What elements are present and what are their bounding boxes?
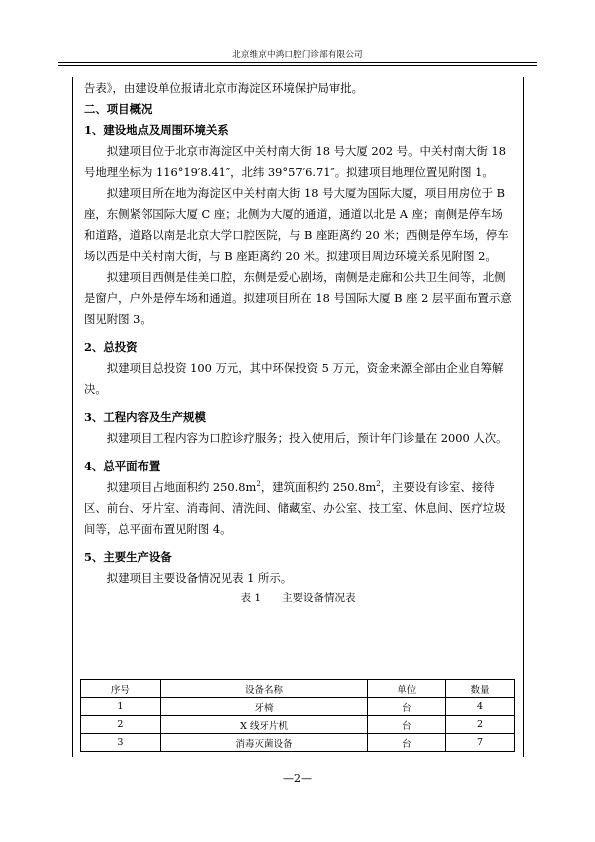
paragraph-scope: 拟建项目工程内容为口腔诊疗服务；投入使用后，预计年门诊量在 2000 人次。	[106, 431, 508, 445]
table-cell: 4	[446, 698, 515, 716]
equipment-table	[80, 679, 515, 752]
document-body	[84, 78, 512, 607]
table-cell: 2	[446, 716, 515, 734]
subsection-title-investment: 2、总投资	[84, 340, 138, 354]
table-cell: 7	[446, 734, 515, 752]
header-rule-thin	[58, 65, 537, 66]
table-cell: 2	[81, 716, 161, 734]
table-header-cell: 序号	[81, 680, 161, 698]
table-cell: 消毒灭菌设备	[160, 734, 367, 752]
paragraph-layout: 拟建项目占地面积约 $250.8m^2$，建筑面积约 $250.8m^2$，主要设有诊室、接待区、前台、牙片室、消毒间、清洗间、储藏室、办公室、技工室、休息间、医疗垃圾间等，总平面布置见附图 4。	[84, 480, 506, 536]
paragraph-neighbors: 拟建项目西侧是佳美口腔，东侧是爱心剧场，南侧是走廊和公共卫生间等，北侧是窗户，户外是停车场和通道。拟建项目所在 18 号国际大厦 B 座 2 层平面布置示意图见附图 3。	[84, 270, 512, 326]
table-header-cell: 设备名称	[160, 680, 367, 698]
table-caption: 表 1 主要设备情况表	[240, 592, 356, 604]
table-cell: X 线牙片机	[160, 716, 367, 734]
table-cell: 台	[368, 698, 446, 716]
table-cell: 台	[368, 734, 446, 752]
subsection-title-layout: 4、总平面布置	[84, 459, 161, 473]
paragraph-surroundings: 拟建项目所在地为海淀区中关村南大街 18 号大厦为国际大厦，项目用房位于 B 座，东侧紧邻国际大厦 C 座；北侧为大厦的通道，通道以北是 A 座；南侧是停车场和道路，道路以南是北京大学口腔医院，与 B 座距离约 20 米；西侧是停车场，停车场以西是中关村南大街，与 B 座距离约 20 米。拟建项目周边环境关系见附图 2。	[84, 186, 509, 263]
paragraph-equipment: 拟建项目主要设备情况见表 1 所示。	[106, 571, 293, 585]
table-cell: 3	[81, 734, 161, 752]
subsection-title-scope: 3、工程内容及生产规模	[84, 410, 206, 424]
table-cell: 牙椅	[160, 698, 367, 716]
table-cell: 1	[81, 698, 161, 716]
section-title: 二、项目概况	[84, 102, 153, 116]
subsection-title-location: 1、建设地点及周围环境关系	[84, 123, 229, 137]
table-header-row	[81, 680, 515, 698]
subsection-title-equipment: 5、主要生产设备	[84, 550, 172, 564]
continuation-text: 告表》，由建设单位报请北京市海淀区环境保护局审批。	[84, 81, 364, 95]
paragraph-location: 拟建项目位于北京市海淀区中关村南大街 18 号大厦 202 号。中关村南大街 18 号地理坐标为 116°19′8.41″，北纬 39°57′6.71″。拟建项目地理位置见附图 1。	[84, 144, 506, 179]
table-row	[81, 698, 515, 716]
table-header-cell: 数量	[446, 680, 515, 698]
table-header-cell: 单位	[368, 680, 446, 698]
table-row	[81, 716, 515, 734]
table-row	[81, 734, 515, 752]
page-number: —2—	[283, 772, 312, 785]
paragraph-investment: 拟建项目总投资 100 万元，其中环保投资 5 万元，资金来源全部由企业自筹解决。	[84, 361, 504, 396]
header-rule-thick	[58, 62, 537, 63]
table-cell: 台	[368, 716, 446, 734]
page-header: 北京维京中鸿口腔门诊部有限公司	[232, 50, 363, 60]
